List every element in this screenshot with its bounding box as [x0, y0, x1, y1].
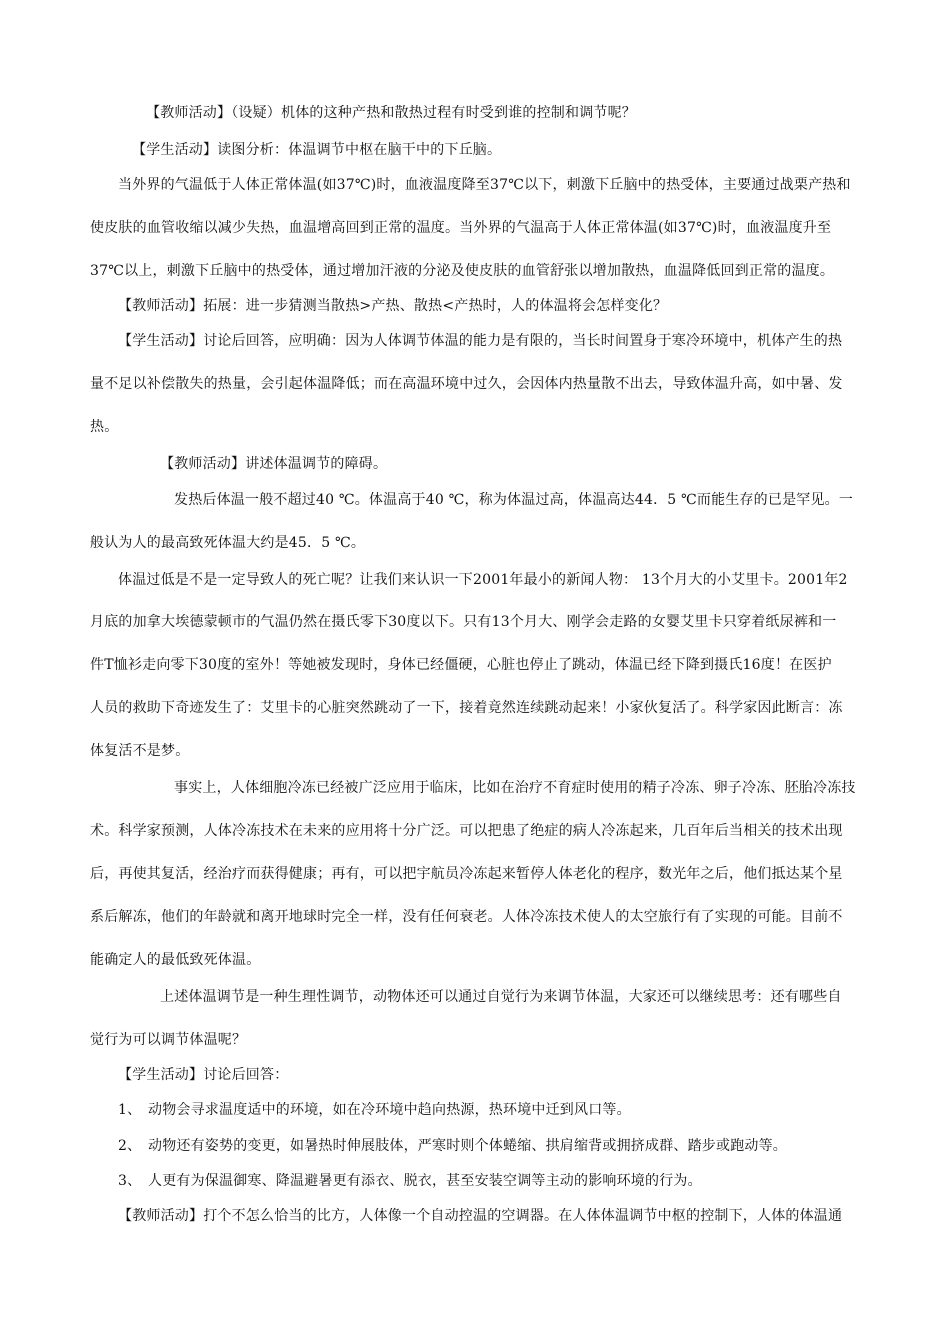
list-number: 1、: [118, 1102, 142, 1118]
student-activity-discussion: 【学生活动】讨论后回答：: [118, 1067, 289, 1083]
paragraph-line: 系后解冻，他们的年龄就和离开地球时完全一样，没有任何衰老。人体冷冻技术使人的太空旅行有了实现的可能。目前不: [90, 909, 843, 925]
paragraph-line: 发热后体温一般不超过40 ℃。体温高于40 ℃，称为体温过高，体温高达44．5 ℃而能生存的已是罕见。一: [174, 492, 854, 508]
paragraph-line: 当外界的气温低于人体正常体温(如37℃)时，血液温度降至37℃以下，刺激下丘脑中的热受体，主要通过战栗产热和: [118, 177, 851, 193]
paragraph-line: 量不足以补偿散失的热量，会引起体温降低；而在高温环境中过久，会因体内热量散不出去，导致体温升高，如中暑、发: [90, 376, 843, 392]
teacher-activity-extension: 【教师活动】拓展：进一步猜测当散热>产热、散热<产热时，人的体温将会怎样变化？: [118, 298, 668, 314]
paragraph-line: 人员的救助下奇迹发生了：艾里卡的心脏突然跳动了一下，接着竟然连续跳动起来！小家伙复活了。科学家因此断言：冻: [90, 700, 843, 716]
list-item-text: 人更有为保温御寒、降温避暑更有添衣、脱衣，甚至安装空调等主动的影响环境的行为。: [148, 1173, 702, 1189]
paragraph-line: 使皮肤的血管收缩以减少失热，血温增高回到正常的温度。当外界的气温高于人体正常体温(如37℃)时，血液温度升至: [90, 220, 832, 236]
teacher-activity-analogy: 【教师活动】打个不怎么恰当的比方，人体像一个自动控温的空调器。在人体体温调节中枢的控制下，人体的体温通: [118, 1208, 843, 1224]
list-number: 2、: [118, 1138, 142, 1154]
list-item: [118, 1100, 893, 1120]
paragraph-line: 件T恤衫走向零下30度的室外！等她被发现时，身体已经僵硬，心脏也停止了跳动，体温已经下降到摄氏16度！在医护: [90, 657, 832, 673]
teacher-activity-obstacles: 【教师活动】讲述体温调节的障碍。: [160, 456, 388, 472]
paragraph-line: 般认为人的最高致死体温大约是45．5 ℃。: [90, 535, 366, 551]
paragraph-line: 上述体温调节是一种生理性调节，动物体还可以通过自觉行为来调节体温，大家还可以继续思考：还有哪些自: [160, 989, 842, 1005]
student-activity-answer: 【学生活动】讨论后回答，应明确：因为人体调节体温的能力是有限的，当长时间置身于寒冷环境中，机体产生的热: [118, 333, 843, 349]
paragraph-line: 体温过低是不是一定导致人的死亡呢？让我们来认识一下2001年最小的新闻人物： 13个月大的小艾里卡。2001年2: [118, 572, 848, 588]
paragraph-line: 体复活不是梦。: [90, 743, 190, 759]
teacher-activity-question: 【教师活动】（设疑）机体的这种产热和散热过程有时受到谁的控制和调节呢？: [146, 105, 636, 121]
paragraph-line: 热。: [90, 419, 119, 435]
paragraph-line: 能确定人的最低致死体温。: [90, 952, 261, 968]
list-item: [118, 1171, 893, 1191]
list-item-text: 动物会寻求温度适中的环境，如在冷环境中趋向热源，热环境中迁到风口等。: [148, 1102, 631, 1118]
paragraph-line: 后，再使其复活，经治疗而获得健康；再有，可以把宇航员冷冻起来暂停人体老化的程序，数光年之后，他们抵达某个星: [90, 866, 843, 882]
student-activity-analysis: 【学生活动】读图分析：体温调节中枢在脑干中的下丘脑。: [132, 142, 502, 158]
list-item: [118, 1136, 893, 1156]
list-item-text: 动物还有姿势的变更，如暑热时伸展肢体，严寒时则个体蜷缩、拱肩缩背或拥挤成群、踏步或跑动等。: [148, 1138, 787, 1154]
paragraph-line: 月底的加拿大埃德蒙顿市的气温仍然在摄氏零下30度以下。只有13个月大、刚学会走路的女婴艾里卡只穿着纸尿裤和一: [90, 614, 837, 630]
paragraph-line: 37℃以上，刺激下丘脑中的热受体，通过增加汗液的分泌及使皮肤的血管舒张以增加散热，血温降低回到正常的温度。: [90, 263, 835, 279]
paragraph-line: 觉行为可以调节体温呢？: [90, 1032, 247, 1048]
paragraph-line: 术。科学家预测，人体冷冻技术在未来的应用将十分广泛。可以把患了绝症的病人冷冻起来，几百年后当相关的技术出现: [90, 823, 843, 839]
list-number: 3、: [118, 1173, 142, 1189]
paragraph-line: 事实上，人体细胞冷冻已经被广泛应用于临床，比如在治疗不育症时使用的精子冷冻、卵子冷冻、胚胎冷冻技: [174, 780, 856, 796]
